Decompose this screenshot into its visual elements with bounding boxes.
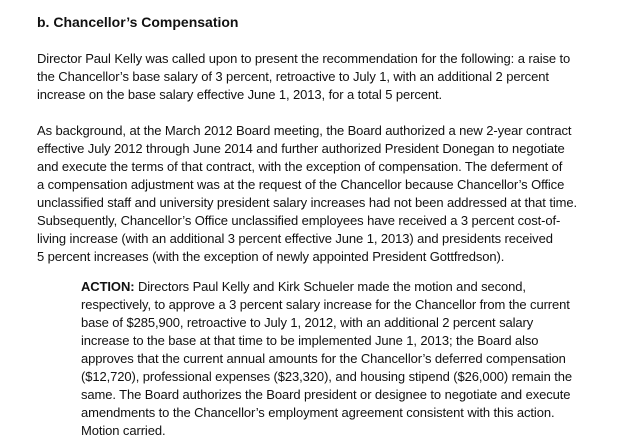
paragraph-line: increase on the base salary effective June 1, 2013, for a total 5 percent. <box>37 87 443 102</box>
section-heading: b. Chancellor’s Compensation <box>37 14 239 30</box>
paragraph-line: Director Paul Kelly was called upon to present the recommendation for the following: a raise to <box>37 51 571 66</box>
paragraph-line: effective July 2012 through June 2014 and further authorized President Donegan to negotiate <box>37 141 565 156</box>
action-first-line-text: Directors Paul Kelly and Kirk Schueler made the motion and second, <box>134 279 526 294</box>
paragraph-line: same. The Board authorizes the Board president or designee to negotiate and execute <box>81 387 571 402</box>
paragraph-line: 5 percent increases (with the exception of newly appointed President Gottfredson). <box>37 249 505 264</box>
action-first-line <box>81 278 526 296</box>
paragraph-line: Motion carried. <box>81 423 166 438</box>
paragraph-line: increase to the base at that time to be implemented June 1, 2013; the Board also <box>81 333 539 348</box>
paragraph-line: unclassified staff and university president salary increases had not been addressed at that time. <box>37 195 577 210</box>
paragraph-line: base of $285,900, retroactive to July 1, 2012, with an additional 2 percent salary <box>81 315 534 330</box>
paragraph-line: amendments to the Chancellor’s employment agreement consistent with this action. <box>81 405 555 420</box>
paragraph-line: As background, at the March 2012 Board meeting, the Board authorized a new 2-year contract <box>37 123 572 138</box>
paragraph-line: ($12,720), professional expenses ($23,320), and housing stipend ($26,000) remain the <box>81 369 572 384</box>
paragraph-line: the Chancellor’s base salary of 3 percent, retroactive to July 1, with an additional 2 percent <box>37 69 549 84</box>
paragraph-line: approves that the current annual amounts for the Chancellor’s deferred compensation <box>81 351 566 366</box>
paragraph-line: respectively, to approve a 3 percent salary increase for the Chancellor from the current <box>81 297 570 312</box>
paragraph-line: living increase (with an additional 3 percent effective June 1, 2013) and presidents received <box>37 231 553 246</box>
paragraph-line: Subsequently, Chancellor’s Office unclassified employees have received a 3 percent cost-of- <box>37 213 561 228</box>
paragraph-line: a compensation adjustment was at the request of the Chancellor because Chancellor’s Office <box>37 177 565 192</box>
paragraph-line: and execute the terms of that contract, with the exception of compensation. The deferment of <box>37 159 563 174</box>
action-label: ACTION: <box>81 279 135 294</box>
